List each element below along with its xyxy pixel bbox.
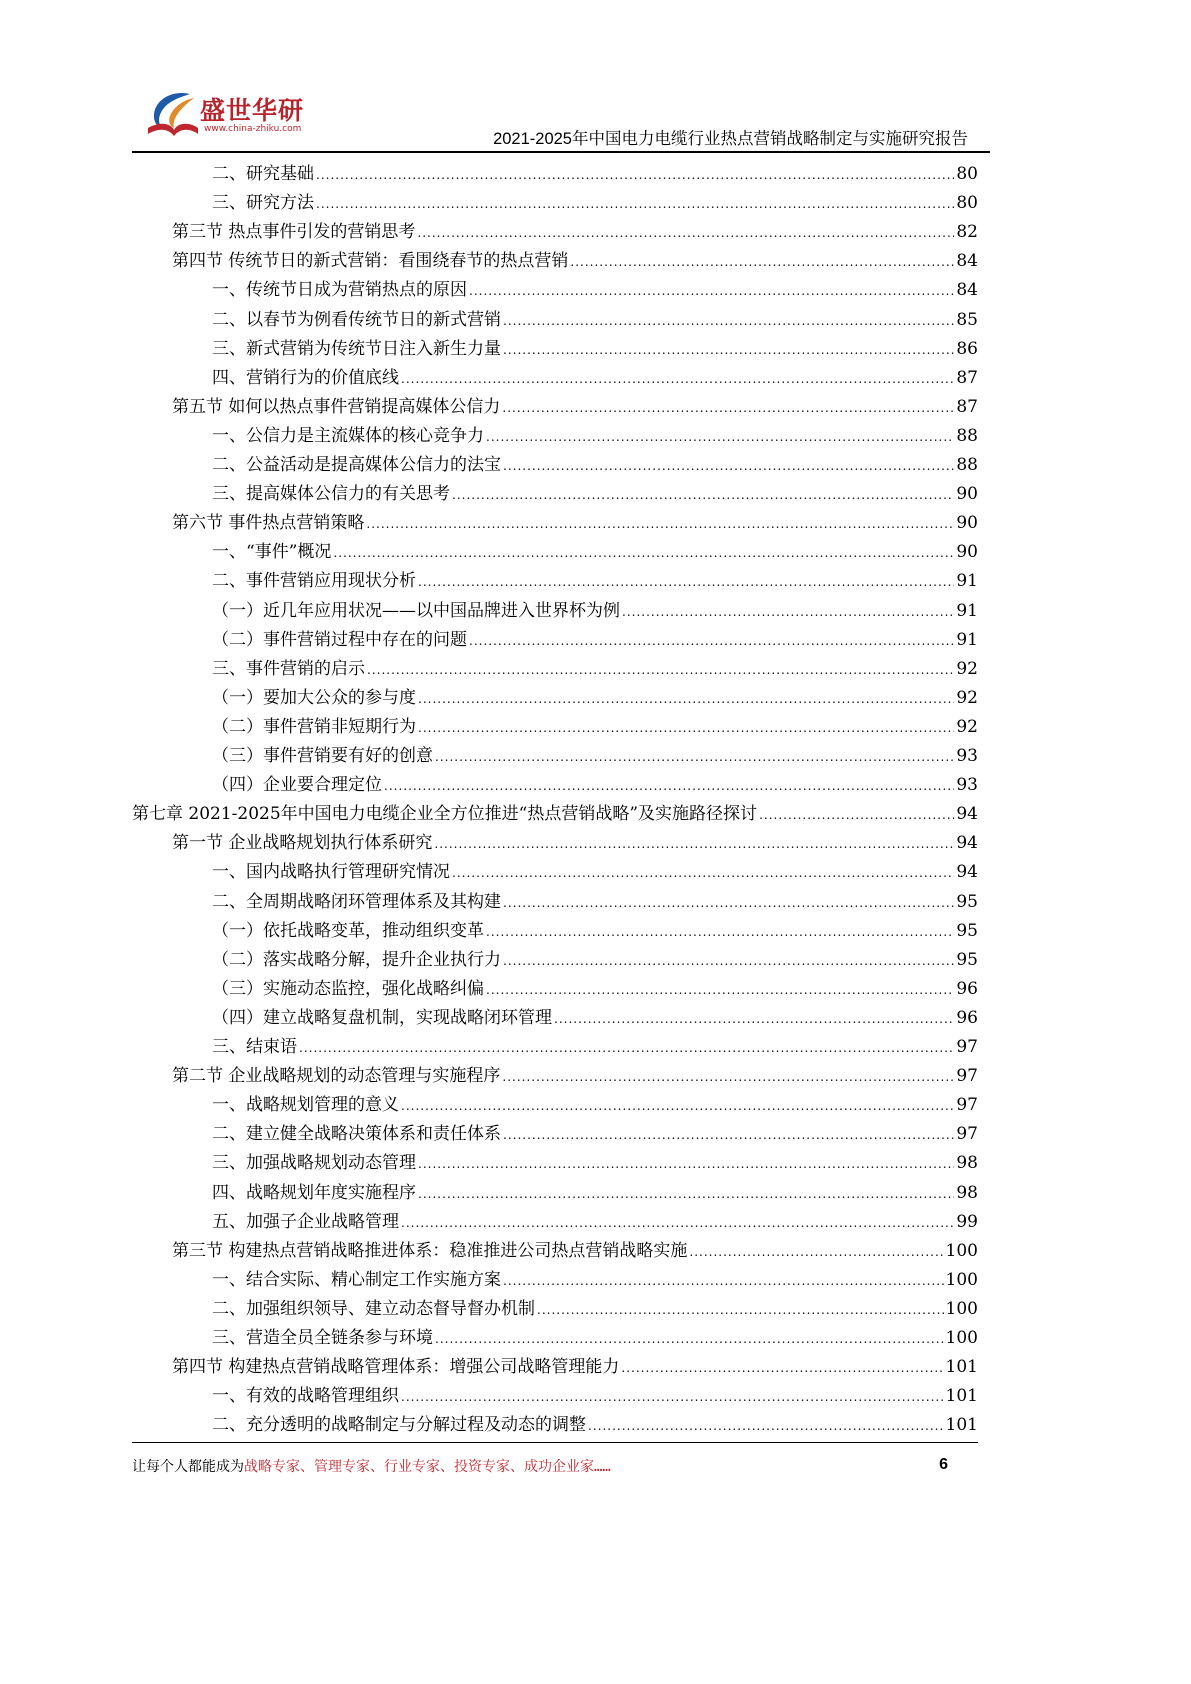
toc-entry-page: 88 — [956, 425, 978, 446]
toc-entry[interactable] — [132, 742, 978, 770]
toc-entry-page: 93 — [956, 775, 978, 796]
toc-entry[interactable] — [132, 1295, 978, 1323]
toc-dot-leader — [503, 1121, 954, 1149]
toc-entry-label: 第四节 传统节日的新式营销：看围绕春节的热点营销 — [172, 251, 569, 272]
toc-dot-leader — [401, 365, 954, 393]
toc-entry[interactable] — [132, 276, 978, 304]
toc-entry[interactable] — [132, 713, 978, 741]
toc-dot-leader — [417, 219, 954, 247]
toc-entry-page: 84 — [956, 251, 978, 272]
footer-divider — [132, 1442, 978, 1443]
toc-dot-leader — [503, 947, 954, 975]
toc-entry-label: 二、全周期战略闭环管理体系及其构建 — [212, 891, 501, 912]
toc-entry[interactable] — [132, 393, 978, 421]
toc-dot-leader — [622, 598, 954, 626]
toc-entry-page: 90 — [956, 513, 978, 534]
toc-entry-page: 98 — [956, 1153, 978, 1174]
toc-entry-label: （二）事件营销非短期行为 — [212, 716, 416, 737]
toc-entry[interactable] — [132, 1324, 978, 1352]
toc-entry-page: 96 — [956, 978, 978, 999]
toc-dot-leader — [366, 510, 954, 538]
toc-entry-label: 二、建立健全战略决策体系和责任体系 — [212, 1124, 501, 1145]
toc-entry-page: 101 — [945, 1386, 978, 1407]
toc-entry[interactable] — [132, 1120, 978, 1148]
toc-entry[interactable] — [132, 335, 978, 363]
toc-entry-page: 90 — [956, 542, 978, 563]
toc-entry[interactable] — [132, 975, 978, 1003]
toc-entry-label: 第五节 如何以热点事件营销提高媒体公信力 — [172, 396, 501, 417]
toc-entry[interactable] — [132, 800, 978, 828]
toc-entry-page: 97 — [956, 1066, 978, 1087]
toc-dot-leader — [299, 1034, 954, 1062]
toc-dot-leader — [621, 1354, 943, 1382]
toc-entry-page: 80 — [956, 164, 978, 184]
toc-entry-label: （三）实施动态监控，强化战略纠偏 — [212, 978, 484, 999]
toc-entry[interactable] — [132, 160, 978, 188]
toc-dot-leader — [333, 539, 954, 567]
toc-entry-page: 98 — [956, 1182, 978, 1203]
toc-dot-leader — [452, 481, 954, 509]
toc-entry-label: 三、提高媒体公信力的有关思考 — [212, 484, 450, 505]
page-footer — [132, 1456, 978, 1482]
toc-entry[interactable] — [132, 509, 978, 537]
toc-entry-label: （一）要加大公众的参与度 — [212, 687, 416, 708]
toc-entry-page: 94 — [956, 833, 978, 854]
toc-entry-label: 二、公益活动是提高媒体公信力的法宝 — [212, 455, 501, 475]
toc-entry[interactable] — [132, 771, 978, 799]
toc-dot-leader — [486, 918, 954, 946]
toc-entry-page: 88 — [956, 455, 978, 475]
toc-entry[interactable] — [132, 422, 978, 450]
toc-entry-label: 三、新式营销为传统节日注入新生力量 — [212, 338, 501, 359]
toc-entry-label: 三、事件营销的启示 — [212, 658, 365, 679]
toc-entry-label: （三）事件营销要有好的创意 — [212, 746, 433, 766]
toc-dot-leader — [418, 568, 954, 596]
toc-entry-label: 二、加强组织领导、建立动态督导督办机制 — [212, 1298, 535, 1319]
toc-dot-leader — [418, 1150, 954, 1178]
toc-entry-page: 94 — [956, 862, 978, 883]
toc-entry[interactable] — [132, 1266, 978, 1294]
toc-entry-page: 95 — [956, 920, 978, 941]
toc-dot-leader — [486, 423, 954, 451]
company-logo — [144, 84, 314, 144]
toc-entry-label: （二）落实战略分解，提升企业执行力 — [212, 949, 501, 970]
toc-entry[interactable] — [132, 1062, 978, 1090]
toc-entry-page: 80 — [956, 193, 978, 214]
toc-dot-leader — [401, 1092, 954, 1120]
toc-entry[interactable] — [132, 1033, 978, 1061]
toc-entry-page: 100 — [945, 1269, 978, 1290]
toc-dot-leader — [452, 859, 954, 887]
report-title: 2021-2025年中国电力电缆行业热点营销战略制定与实施研究报告 — [493, 130, 968, 148]
toc-entry-label: 一、有效的战略管理组织 — [212, 1386, 399, 1407]
toc-entry-page: 97 — [956, 1095, 978, 1116]
toc-entry[interactable] — [132, 247, 978, 275]
toc-entry[interactable] — [132, 480, 978, 508]
toc-dot-leader — [503, 336, 954, 364]
toc-entry[interactable] — [132, 1004, 978, 1032]
toc-dot-leader — [570, 248, 954, 276]
toc-entry-label: 第七章 2021-2025年中国电力电缆企业全方位推进“热点营销战略”及实施路径探讨 — [132, 804, 758, 825]
footer-slogan-prefix: 让每个人都能成为 — [132, 1459, 244, 1475]
toc-entry[interactable] — [132, 655, 978, 683]
toc-dot-leader — [401, 1383, 944, 1411]
toc-entry-page: 93 — [956, 746, 978, 766]
toc-entry[interactable] — [132, 451, 978, 479]
toc-entry-page: 94 — [956, 804, 978, 825]
toc-entry-page: 101 — [945, 1415, 978, 1436]
toc-dot-leader — [469, 277, 954, 305]
toc-entry[interactable] — [132, 888, 978, 916]
toc-entry-label: （二）事件营销过程中存在的问题 — [212, 629, 467, 650]
toc-entry-label: 二、研究基础 — [212, 164, 314, 184]
toc-entry-label: 三、营造全员全链条参与环境 — [212, 1328, 433, 1348]
toc-entry-page: 97 — [956, 1124, 978, 1145]
toc-entry[interactable] — [132, 684, 978, 712]
toc-entry[interactable] — [132, 1411, 978, 1439]
toc-entry-page: 91 — [956, 571, 978, 592]
toc-entry-label: 一、“事件”概况 — [212, 542, 332, 563]
toc-entry-page: 100 — [945, 1298, 978, 1319]
toc-entry-label: 三、加强战略规划动态管理 — [212, 1153, 416, 1174]
toc-entry[interactable] — [132, 364, 978, 392]
toc-entry-label: 第二节 企业战略规划的动态管理与实施程序 — [172, 1066, 501, 1087]
page-header — [132, 80, 990, 150]
toc-entry-page: 91 — [956, 600, 978, 621]
toc-entry[interactable] — [132, 917, 978, 945]
toc-entry[interactable] — [132, 567, 978, 595]
toc-entry-page: 87 — [956, 396, 978, 417]
toc-entry-page: 84 — [956, 280, 978, 301]
toc-entry-label: 第三节 热点事件引发的营销思考 — [172, 222, 416, 243]
logo-url: www.china-zhiku.com — [204, 124, 302, 134]
toc-entry[interactable] — [132, 189, 978, 217]
toc-entry[interactable] — [132, 858, 978, 886]
toc-entry[interactable] — [132, 1208, 978, 1236]
toc-entry[interactable] — [132, 306, 978, 334]
toc-dot-leader — [554, 1005, 954, 1033]
page-number: 6 — [939, 1456, 948, 1473]
toc-entry-page: 100 — [945, 1240, 978, 1261]
toc-entry-label: 一、国内战略执行管理研究情况 — [212, 862, 450, 883]
toc-dot-leader — [503, 1267, 944, 1295]
toc-entry-page: 85 — [956, 309, 978, 330]
header-divider — [132, 151, 990, 153]
toc-entry-page: 99 — [956, 1211, 978, 1232]
toc-entry-page: 95 — [956, 949, 978, 970]
toc-dot-leader — [418, 1180, 954, 1208]
toc-entry-page: 92 — [956, 716, 978, 737]
toc-dot-leader — [759, 801, 954, 829]
toc-dot-leader — [435, 743, 954, 771]
logo-emblem-icon — [144, 88, 200, 140]
toc-dot-leader — [367, 656, 954, 684]
toc-dot-leader — [502, 394, 954, 422]
toc-dot-leader — [384, 772, 954, 800]
toc-dot-leader — [503, 452, 954, 480]
toc-entry-page: 82 — [956, 222, 978, 243]
toc-dot-leader — [537, 1296, 944, 1324]
toc-dot-leader — [503, 889, 954, 917]
toc-entry-page: 95 — [956, 891, 978, 912]
toc-entry[interactable] — [132, 538, 978, 566]
toc-entry[interactable] — [132, 1382, 978, 1410]
toc-entry[interactable] — [132, 1149, 978, 1177]
toc-dot-leader — [418, 714, 954, 742]
toc-entry-label: （一）近几年应用状况——以中国品牌进入世界杯为例 — [212, 600, 620, 621]
toc-entry[interactable] — [132, 1237, 978, 1265]
toc-dot-leader — [434, 830, 954, 858]
toc-dot-leader — [418, 685, 954, 713]
toc-entry-page: 96 — [956, 1007, 978, 1028]
toc-dot-leader — [689, 1238, 943, 1266]
logo-name: 盛世华研 — [200, 96, 305, 125]
toc-entry-label: 一、传统节日成为营销热点的原因 — [212, 280, 467, 301]
toc-entry-label: 一、公信力是主流媒体的核心竞争力 — [212, 425, 484, 446]
toc-entry[interactable] — [132, 1353, 978, 1381]
toc-entry-label: 三、研究方法 — [212, 193, 314, 214]
toc-dot-leader — [469, 627, 954, 655]
toc-entry-label: 二、充分透明的战略制定与分解过程及动态的调整 — [212, 1415, 586, 1436]
toc-dot-leader — [486, 976, 954, 1004]
toc-entry-label: 第四节 构建热点营销战略管理体系：增强公司战略管理能力 — [172, 1357, 620, 1378]
toc-entry[interactable] — [132, 1179, 978, 1207]
toc-dot-leader — [503, 307, 954, 335]
toc-entry-page: 97 — [956, 1037, 978, 1057]
toc-entry-page: 90 — [956, 484, 978, 505]
toc-entry[interactable] — [132, 829, 978, 857]
toc-entry-label: （四）建立战略复盘机制，实现战略闭环管理 — [212, 1007, 552, 1028]
toc-entry-label: 二、以春节为例看传统节日的新式营销 — [212, 309, 501, 330]
toc-entry[interactable] — [132, 218, 978, 246]
toc-entry-page: 92 — [956, 658, 978, 679]
toc-entry[interactable] — [132, 626, 978, 654]
toc-entry-page: 91 — [956, 629, 978, 650]
toc-entry-label: 四、营销行为的价值底线 — [212, 367, 399, 388]
toc-entry-page: 100 — [945, 1328, 978, 1348]
toc-entry-page: 86 — [956, 338, 978, 359]
footer-slogan-highlight: 战略专家、管理专家、行业专家、投资专家、成功企业家…… — [244, 1459, 611, 1475]
toc-entry[interactable] — [132, 597, 978, 625]
toc-entry-label: （一）依托战略变革，推动组织变革 — [212, 920, 484, 941]
toc-dot-leader — [435, 1325, 944, 1353]
toc-entry-label: 五、加强子企业战略管理 — [212, 1211, 399, 1232]
toc-entry-label: 第六节 事件热点营销策略 — [172, 513, 365, 534]
toc-entry[interactable] — [132, 1091, 978, 1119]
toc-dot-leader — [588, 1412, 944, 1440]
toc-entry-label: 一、结合实际、精心制定工作实施方案 — [212, 1269, 501, 1290]
toc-entry-page: 101 — [945, 1357, 978, 1378]
toc-entry-page: 87 — [956, 367, 978, 388]
toc-dot-leader — [401, 1209, 954, 1237]
toc-entry-label: （四）企业要合理定位 — [212, 775, 382, 796]
toc-entry-page: 92 — [956, 687, 978, 708]
toc-entry-label: 第三节 构建热点营销战略推进体系：稳准推进公司热点营销战略实施 — [172, 1240, 688, 1261]
toc-entry-label: 三、结束语 — [212, 1037, 297, 1057]
toc-entry-label: 二、事件营销应用现状分析 — [212, 571, 416, 592]
toc-dot-leader — [316, 161, 954, 189]
toc-entry-label: 第一节 企业战略规划执行体系研究 — [172, 833, 433, 854]
toc-dot-leader — [316, 190, 954, 218]
toc-entry-label: 四、战略规划年度实施程序 — [212, 1182, 416, 1203]
toc-entry[interactable] — [132, 946, 978, 974]
toc-entry-label: 一、战略规划管理的意义 — [212, 1095, 399, 1116]
toc-dot-leader — [502, 1063, 954, 1091]
